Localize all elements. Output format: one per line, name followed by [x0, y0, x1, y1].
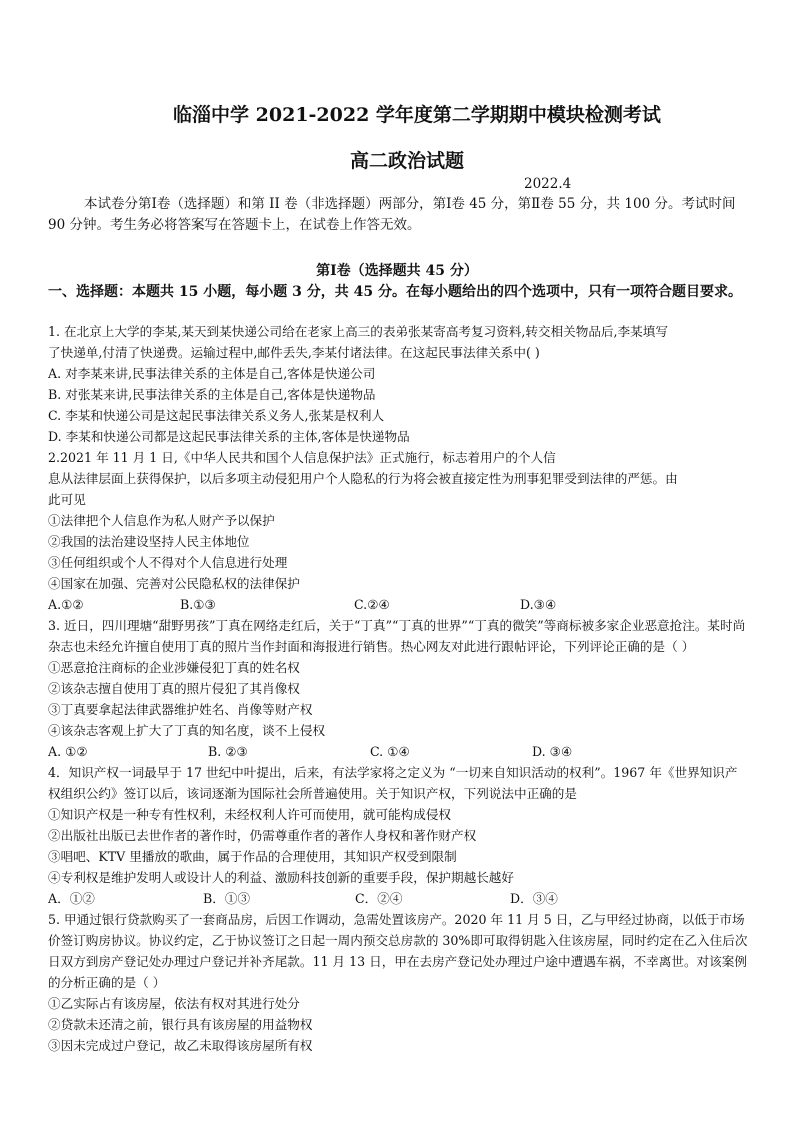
q1-option-c: C. 李某和快递公司是这起民事法律关系义务人,张某是权利人 — [48, 408, 385, 423]
q3-statement-1: ①恶意抢注商标的企业涉嫌侵犯丁真的姓名权 — [48, 660, 300, 675]
exam-intro: 本试卷分第Ⅰ卷（选择题）和第 II 卷（非选择题）两部分，第Ⅰ卷 45 分，第Ⅱ卷 55 分，共 100 分。考试时间 90 分钟。考生务必将答案写在答题卡上，在试卷上作答无效。 — [48, 196, 736, 233]
q5-statement-3: ③因未完成过户登记，故乙未取得该房屋所有权 — [48, 1038, 313, 1053]
q4-statement-1: ①知识产权是一种专有性权利，未经权利人许可而使用，就可能构成侵权 — [48, 807, 451, 822]
section-instruction: 一、选择题：本题共 15 小题，每小题 3 分，共 45 分。在每小题给出的四个选项中，只有一项符合题目要求。 — [48, 284, 742, 300]
questions — [48, 321, 748, 1056]
q3-statement-2: ②该杂志擅自使用丁真的照片侵犯了其肖像权 — [48, 681, 300, 696]
exam-title: 临淄中学 2021-2022 学年度第二学期期中模块检测考试 — [173, 104, 661, 126]
q2-statement-2: ②我国的法治建设坚持人民主体地位 — [48, 534, 250, 549]
q3-options — [48, 741, 748, 762]
q2-statement-4: ④国家在加强、完善对公民隐私权的法律保护 — [48, 576, 300, 591]
q2-stem-line-3: 此可见 — [48, 492, 86, 507]
q1-option-d: D. 李某和快递公司都是这起民事法律关系的主体,客体是快递物品 — [48, 429, 410, 444]
q3-stem: 3. 近日，四川理塘“甜野男孩”丁真在网络走红后，关于“丁真”“丁真的世界”“丁真的微笑”等商标被多家企业恶意抢注。某时尚杂志也未经允许擅自使用丁真的照片当作封面和海报进行销售。热心网友对此进行跟帖评论，下列评论正确的是（ ） — [48, 618, 746, 654]
q5-statement-1: ①乙实际占有该房屋，依法有权对其进行处分 — [48, 996, 300, 1011]
q2-option-c: C.②④ — [354, 597, 390, 612]
q2-stem-line-1: 2.2021 年 11 月 1 日,《中华人民共和国个人信息保护法》正式施行，标志着用户的个人信 — [48, 450, 556, 465]
q3-option-c: C. ①④ — [370, 744, 410, 759]
q2-option-b: B.①③ — [180, 597, 216, 612]
q5-statement-2: ②贷款未还清之前，银行具有该房屋的用益物权 — [48, 1017, 313, 1032]
q1-option-a: A. 对李某来讲,民事法律关系的主体是自己,客体是快递公司 — [48, 366, 376, 381]
q4-option-c: C．②④ — [355, 891, 403, 906]
q1-stem-line-1: 1. 在北京上大学的李某,某天到某快递公司给在老家上高三的表弟张某寄高考复习资料,转交相关物品后,李某填写 — [48, 324, 668, 339]
q2-stem-line-2: 息从法律层面上获得保护，以后多项主动侵犯用户个人隐私的行为将会被直接定性为刑事犯罪受到法律的严惩。由 — [48, 471, 678, 486]
q4-option-b: B．①③ — [203, 891, 251, 906]
q2-statement-3: ③任何组织或个人不得对个人信息进行处理 — [48, 555, 288, 570]
q2-option-a: A.①② — [48, 597, 84, 612]
q5-stem: 5. 甲通过银行贷款购买了一套商品房，后因工作调动，急需处置该房产。2020 年 11 月 5 日，乙与甲经过协商，以低于市场价签订购房协议。协议约定，乙于协议签订之日起一周内预交总房款的 30%即可取得钥匙入住该房屋，同时约定在乙入住后次日双方到房产登记处办理过户登记并补齐尾款。11 月 13 日，甲在去房产登记处办理过户途中遭遇车祸，不幸离世。对该案例的分析正确的是（ ） — [48, 912, 748, 990]
exam-subtitle: 高二政治试题 — [349, 150, 464, 172]
q1-stem-line-2: 了快递单,付清了快递费。运输过程中,邮件丢失,李某付诸法律。在这起民事法律关系中( ) — [48, 345, 540, 360]
q4-option-a: A．①② — [48, 891, 95, 906]
section-title: 第Ⅰ卷（选择题共 45 分） — [316, 263, 478, 279]
q4-statement-4: ④专利权是维护发明人或设计人的利益、激励科技创新的重要手段，保护期越长越好 — [48, 870, 514, 885]
q2-options — [48, 594, 748, 615]
q3-statement-3: ③丁真要拿起法律武器维护姓名、肖像等财产权 — [48, 702, 313, 717]
q2-statement-1: ①法律把个人信息作为私人财产予以保护 — [48, 513, 275, 528]
q1-option-b: B. 对张某来讲,民事法律关系的主体是自己,客体是快递物品 — [48, 387, 376, 402]
q4-option-d: D．③④ — [510, 891, 558, 906]
q2-option-d: D.③④ — [520, 597, 557, 612]
q4-options — [48, 888, 748, 909]
q3-option-b: B. ②③ — [208, 744, 248, 759]
q3-option-a: A. ①② — [48, 744, 88, 759]
exam-date: 2022.4 — [524, 176, 572, 192]
q4-stem: 4．知识产权一词最早于 17 世纪中叶提出，后来，有法学家将之定义为 “一切来自知识活动的权利”。1967 年《世界知识产权组织公约》签订以后，该词逐渐为国际社会所普遍使用。关于知识产权，下列说法中正确的是 — [48, 765, 738, 801]
q4-statement-2: ②出版社出版已去世作者的著作时，仍需尊重作者的著作人身权和著作财产权 — [48, 828, 477, 843]
q4-statement-3: ③唱吧、KTV 里播放的歌曲，属于作品的合理使用，其知识产权受到限制 — [48, 849, 457, 864]
q3-statement-4: ④该杂志客观上扩大了丁真的知名度，谈不上侵权 — [48, 723, 326, 738]
q3-option-d: D. ③④ — [532, 744, 573, 759]
